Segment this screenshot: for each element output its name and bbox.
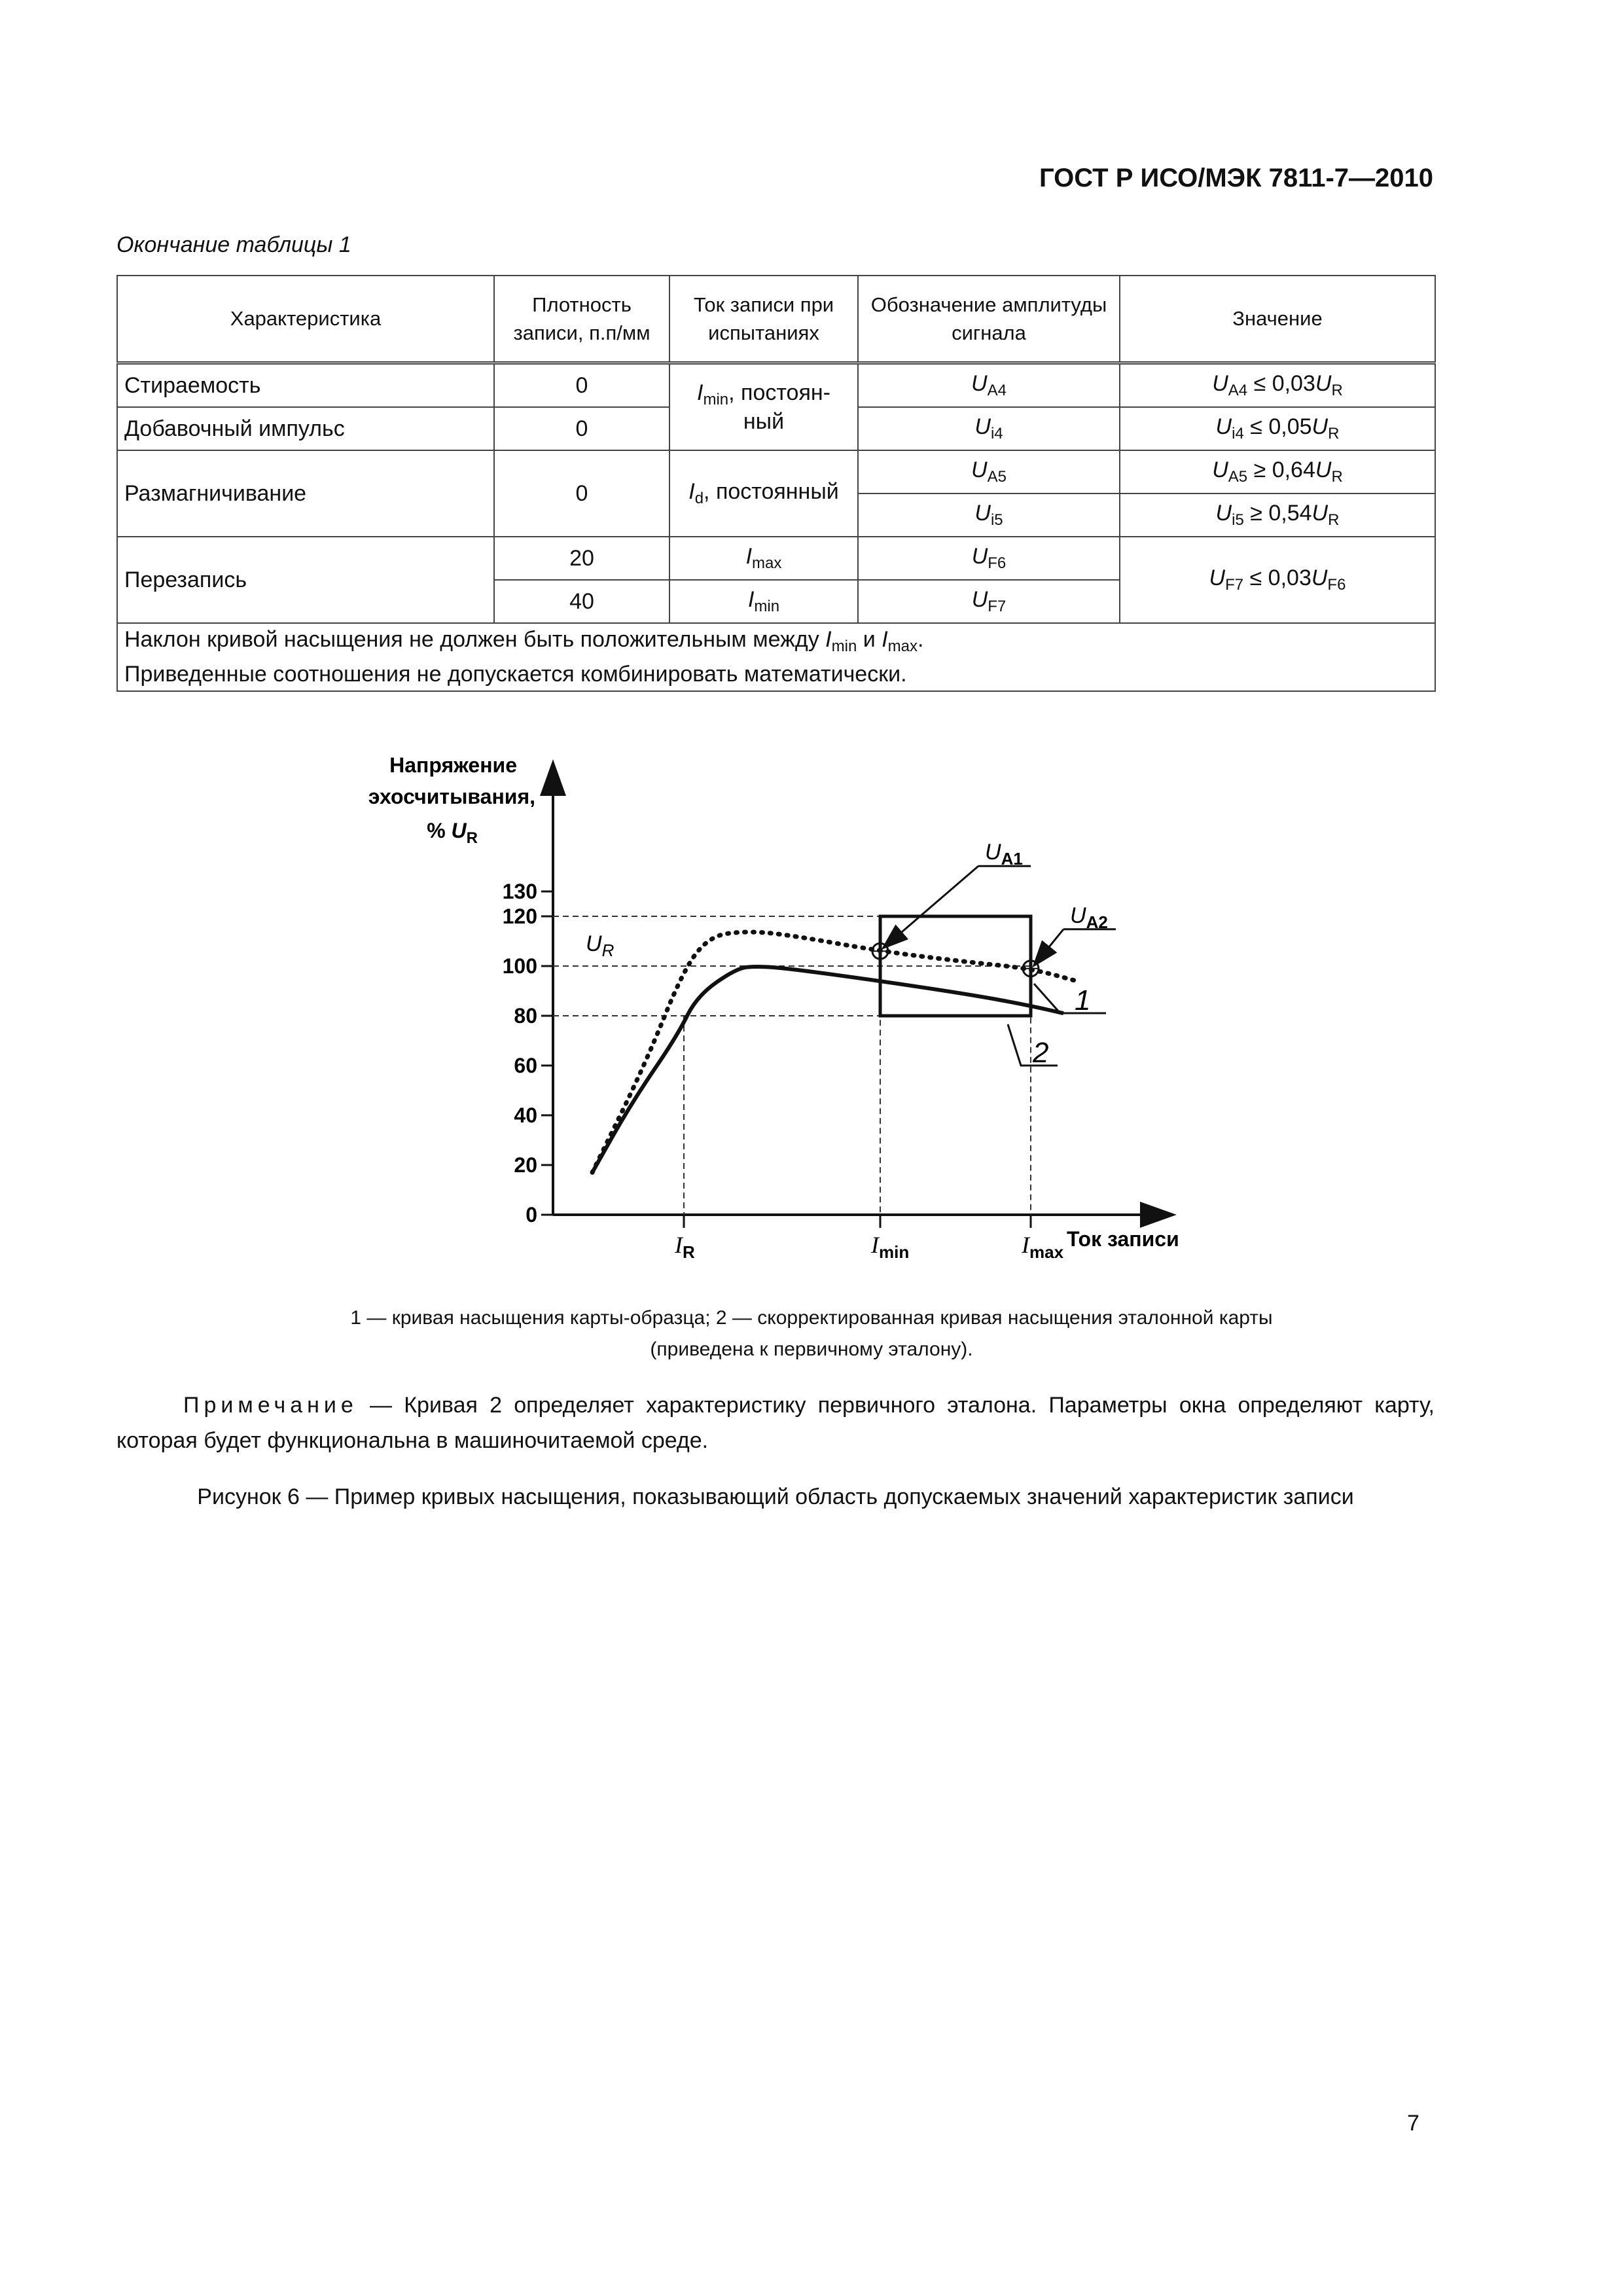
header-density: Плотность записи, п.п/мм [494, 276, 669, 363]
table-header-row [117, 276, 1435, 363]
header-value: Значение [1120, 276, 1435, 363]
curve-label-1: 1 [1075, 984, 1091, 1016]
table-row [117, 450, 1435, 493]
standard-title: ГОСТ Р ИСО/МЭК 7811-7—2010 [1039, 164, 1433, 192]
y-tick-label: 40 [514, 1103, 537, 1127]
row-signal: $U_{A5}$ [858, 450, 1120, 493]
row-density: 0 [494, 407, 669, 450]
row-signal: $U_{F6}$ [858, 537, 1120, 580]
x-tick-label: $I_{min}$ [871, 1232, 910, 1262]
marker-leader [1035, 929, 1063, 965]
table-note: Наклон кривой насыщения не должен быть положительным между $I_{min}$ и $I_{max}$. Приведенные соотношения не допускается комбинировать математически. [117, 623, 1435, 691]
x-tick-label: $I_{max}$ [1022, 1232, 1064, 1262]
saturation-chart [0, 733, 1623, 1302]
header-current: Ток записи при испытаниях [669, 276, 858, 363]
row-signal: $U_{A4}$ [858, 363, 1120, 408]
table-note-row [117, 623, 1435, 691]
guide-lines [553, 916, 1031, 1215]
x-ticks [674, 1215, 1064, 1262]
row-value: $U_{i5} \ge 0,54U_R$ [1120, 493, 1435, 537]
legend-line-1: 1 — кривая насыщения карты-образца; 2 — скорректированная кривая насыщения эталонной карты [350, 1307, 1273, 1329]
note-label: Примечание [183, 1393, 358, 1418]
marker-label: $U_{A1}$ [985, 840, 1023, 869]
row-name: Добавочный импульс [117, 407, 494, 450]
y-tick-label: 120 [502, 905, 537, 928]
y-tick-label: 20 [514, 1153, 537, 1177]
row-value: $U_{F7} \le 0,03U_{F6}$ [1120, 537, 1435, 623]
y-tick-label: 130 [502, 880, 537, 903]
row-density: 0 [494, 363, 669, 408]
row-value: $U_{i4} \le 0,05U_R$ [1120, 407, 1435, 450]
figure-note [116, 1388, 1435, 1459]
page-number: 7 [1407, 2111, 1419, 2136]
y-tick-label: 0 [526, 1203, 537, 1227]
y-ticks [503, 880, 553, 1227]
x-tick-label: $I_R$ [675, 1232, 695, 1262]
curve-2-reference-card [592, 967, 1063, 1172]
row-density: 40 [494, 580, 669, 623]
row-density: 0 [494, 450, 669, 537]
characteristics-table [116, 275, 1436, 692]
note-text: — Кривая 2 определяет характеристику первичного эталона. Параметры окна определяют карту, которая будет функциональна в машиночитаемой среде. [116, 1393, 1435, 1454]
row-value: $U_{A5} \ge 0,64U_R$ [1120, 450, 1435, 493]
x-axis-label: Ток записи [1067, 1227, 1179, 1251]
row-current: $I_{max}$ [669, 537, 858, 580]
y-tick-label: 80 [514, 1004, 537, 1028]
legend-line-2: (приведена к первичному эталону). [650, 1338, 973, 1360]
y-tick-label: 60 [514, 1054, 537, 1077]
y-tick-label: 100 [502, 954, 537, 978]
row-signal: $U_{i5}$ [858, 493, 1120, 537]
curve-label-2-leader [1008, 1024, 1031, 1066]
row-value: $U_{A4} \le 0,03U_R$ [1120, 363, 1435, 408]
marker-leader [884, 866, 978, 947]
curve-label-2: 2 [1033, 1037, 1049, 1069]
figure-legend [196, 1302, 1427, 1365]
table-row [117, 363, 1435, 408]
ur-annotation: $U_R$ [586, 931, 615, 960]
row-name: Стираемость [117, 363, 494, 408]
row-current: $I_d$, постоянный [669, 450, 858, 537]
y-axis-label-line3: % $U_R$ [427, 819, 478, 847]
y-axis-label-line1: Напряжение [389, 753, 517, 777]
row-signal: $U_{i4}$ [858, 407, 1120, 450]
row-current: $I_{min}$ [669, 580, 858, 623]
table-caption: Окончание таблицы 1 [116, 232, 351, 257]
row-signal: $U_{F7}$ [858, 580, 1120, 623]
signal-markers [872, 840, 1116, 977]
row-name: Размагничивание [117, 450, 494, 537]
table-row [117, 537, 1435, 580]
figure-caption: Рисунок 6 — Пример кривых насыщения, показывающий область допускаемых значений характеристик записи [197, 1484, 1354, 1509]
y-axis-label-line2: эхосчитывания, [368, 785, 535, 808]
header-characteristic: Характеристика [117, 276, 494, 363]
header-signal: Обозначение амплитуды сигнала [858, 276, 1120, 363]
row-name: Перезапись [117, 537, 494, 623]
row-density: 20 [494, 537, 669, 580]
row-current: $I_{min}$, постоян-ный [669, 363, 858, 451]
marker-label: $U_{A2}$ [1070, 903, 1108, 932]
